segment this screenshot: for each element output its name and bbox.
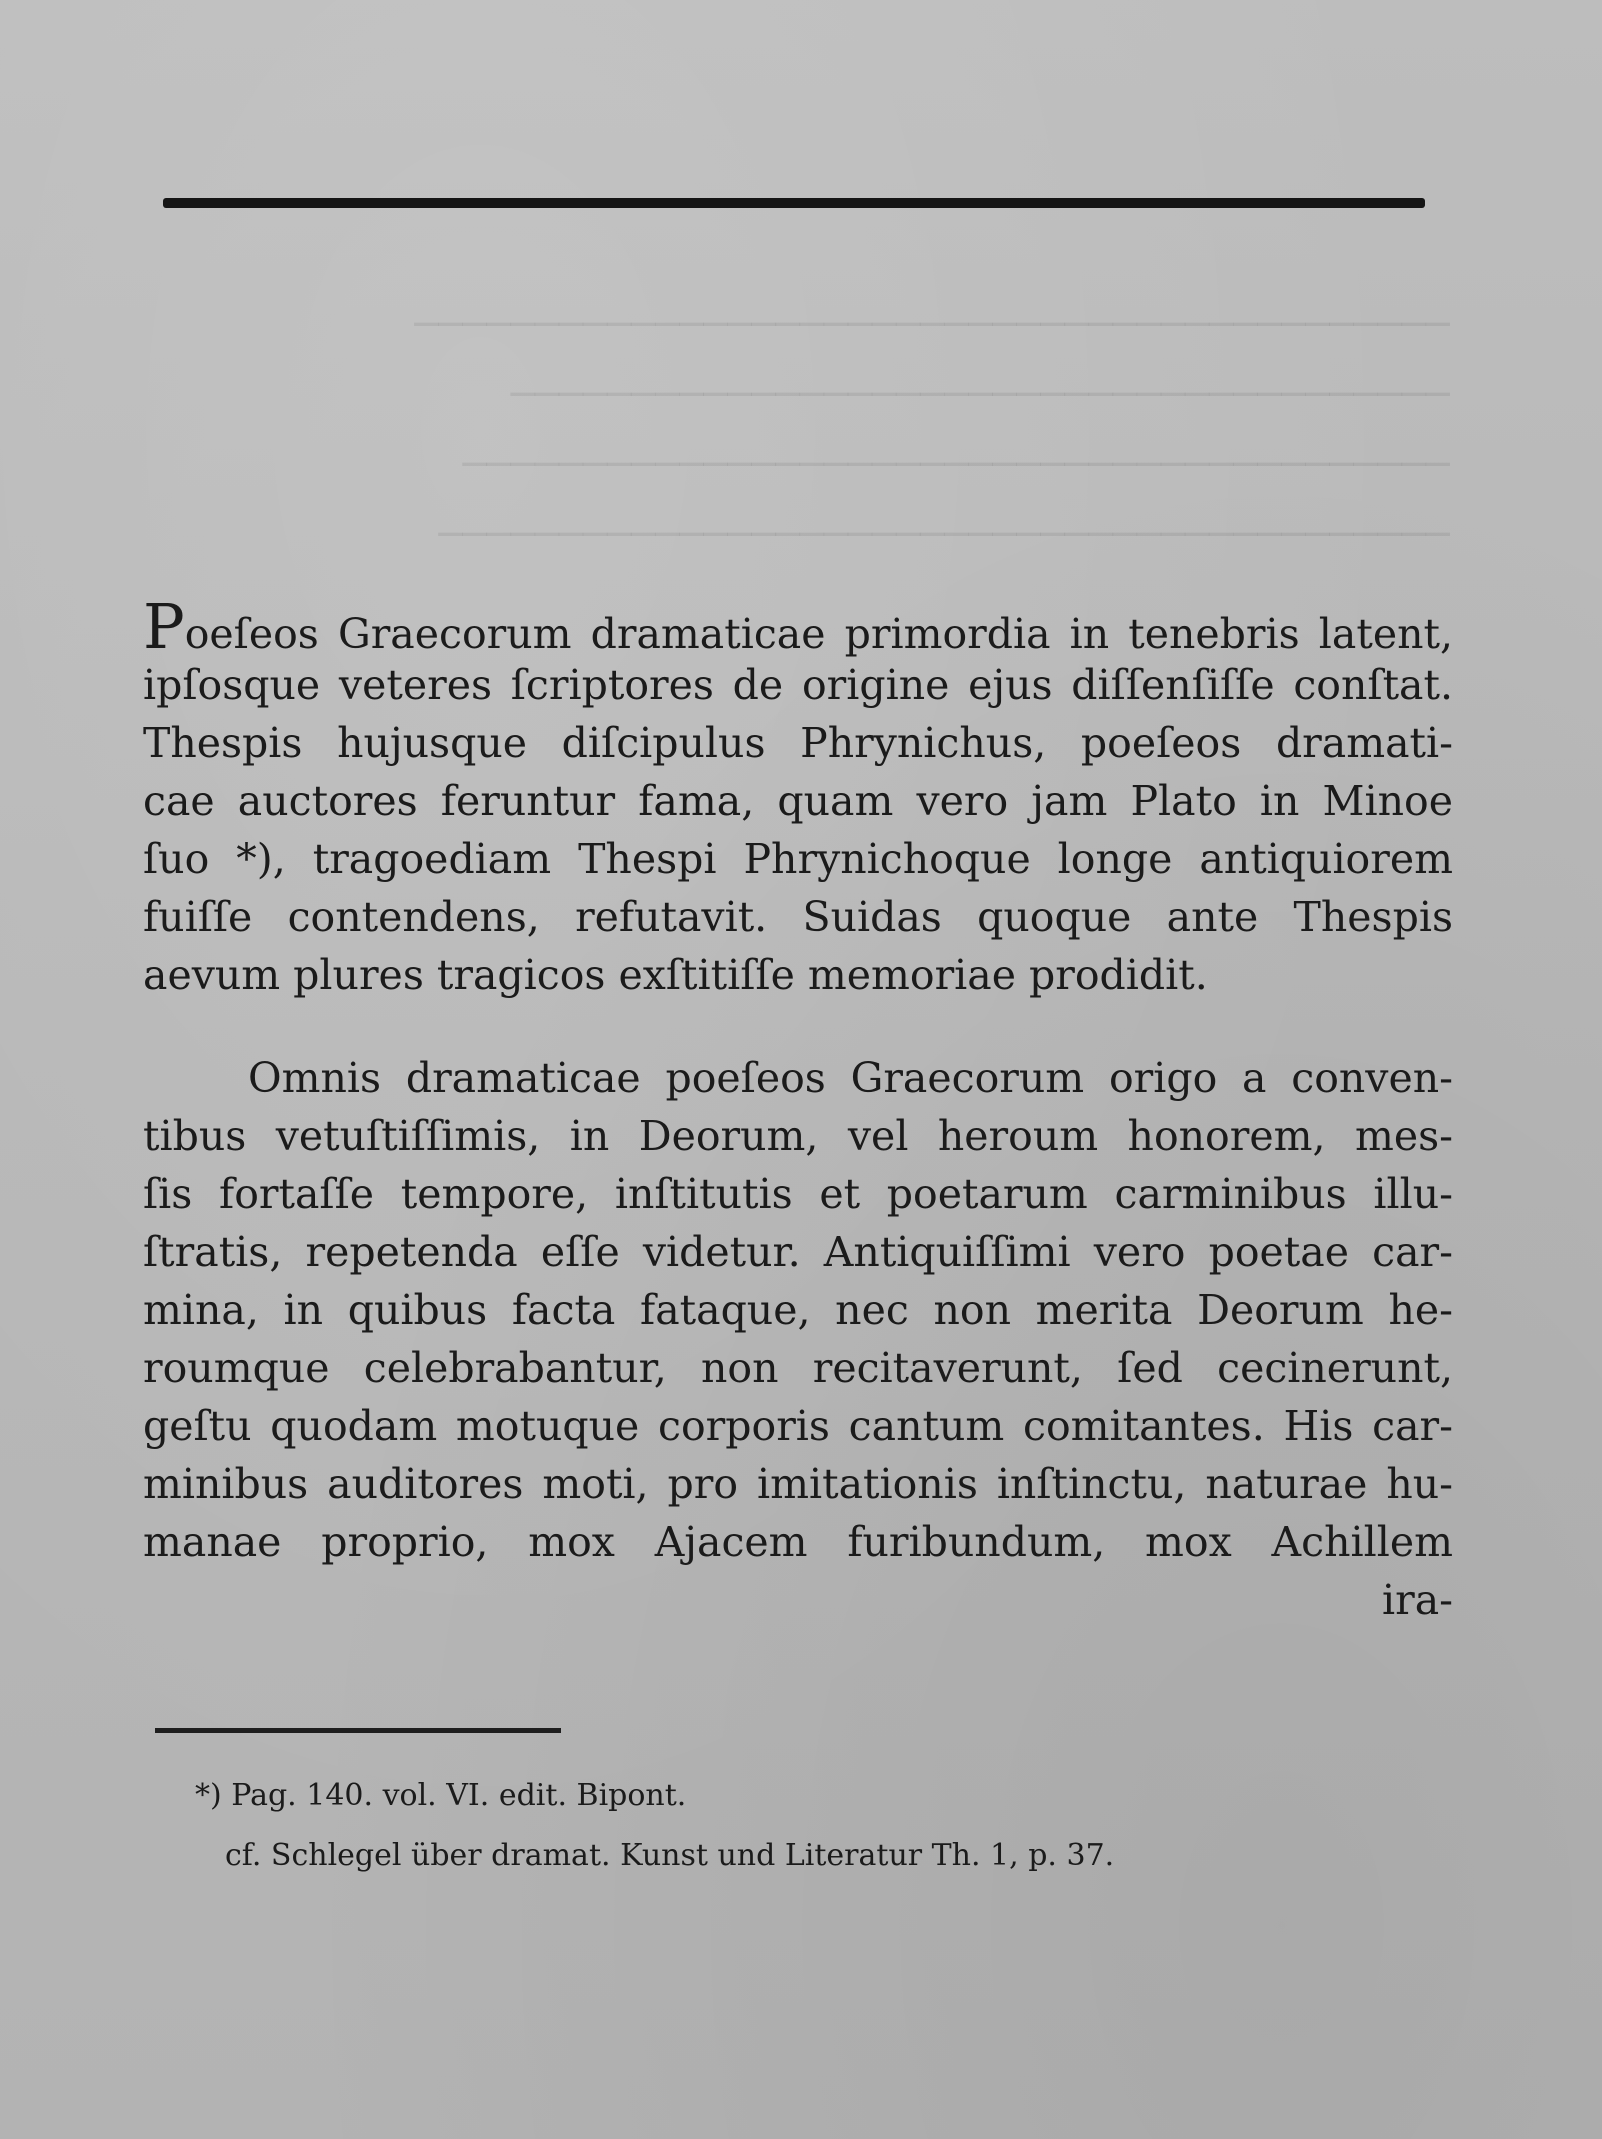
text-line: roumque celebrabantur, non recitaverunt, ſed cecinerunt, [143, 1344, 1453, 1392]
footnote-rule [155, 1728, 561, 1733]
text-line: fuiſſe contendens, refutavit. Suidas quoque ante Thespis [143, 893, 1453, 941]
text-line: tibus vetuſtiſſimis, in Deorum, vel heroum honorem, mes- [143, 1112, 1453, 1160]
text-line: minibus auditores moti, pro imitationis inſtinctu, naturae hu- [143, 1460, 1453, 1508]
text-line: ſis fortaſſe tempore, inſtitutis et poetarum carminibus illu- [143, 1170, 1453, 1218]
footnote: cf. Schlegel über dramat. Kunst und Literatur Th. 1, p. 37. [225, 1838, 1115, 1873]
footnotes [195, 1766, 1395, 1886]
text-line: ſuo *), tragoediam Thespi Phrynichoque longe antiquiorem [143, 835, 1453, 883]
text-line: Thespis hujusque diſcipulus Phrynichus, poeſeos dramati- [143, 719, 1453, 767]
catchword: ira- [1381, 1576, 1453, 1624]
text-line: geſtu quodam motuque corporis cantum comitantes. His car- [143, 1402, 1453, 1450]
paragraph-2 [143, 1049, 1453, 1629]
header-rule [163, 198, 1425, 208]
paragraph-1 [143, 590, 1453, 1004]
text-line: ipſosque veteres ſcriptores de origine ejus diſſenſiſſe conſtat. [143, 661, 1453, 709]
text-line: cae auctores feruntur fama, quam vero jam Plato in Minoe [143, 777, 1453, 825]
text-line: mina, in quibus facta fataque, nec non merita Deorum he- [143, 1286, 1453, 1334]
text-line-content: oeſeos Graecorum dramaticae primordia in tenebris latent, [184, 610, 1453, 658]
paragraph-gap [143, 1004, 1453, 1049]
bleed-through-texture: ─────────────────────────────────────────── ─────────────────────────────────────── ───────────────────────────────────────── ────────────────────────────────────────── [414, 302, 1450, 558]
text-line: ſtratis, repetenda eſſe videtur. Antiquiſſimi vero poetae car- [143, 1228, 1453, 1276]
text-line: Omnis dramaticae poeſeos Graecorum origo a conven- [248, 1054, 1453, 1102]
footnote: *) Pag. 140. vol. VI. edit. Bipont. [195, 1778, 687, 1813]
text-line [143, 590, 1453, 663]
drop-cap: P [143, 590, 185, 663]
main-text [143, 590, 1453, 1629]
text-line: aevum plures tragicos exſtitiſſe memoriae prodidit. [143, 951, 1208, 999]
text-line: manae proprio, mox Ajacem furibundum, mox Achillem [143, 1518, 1453, 1566]
